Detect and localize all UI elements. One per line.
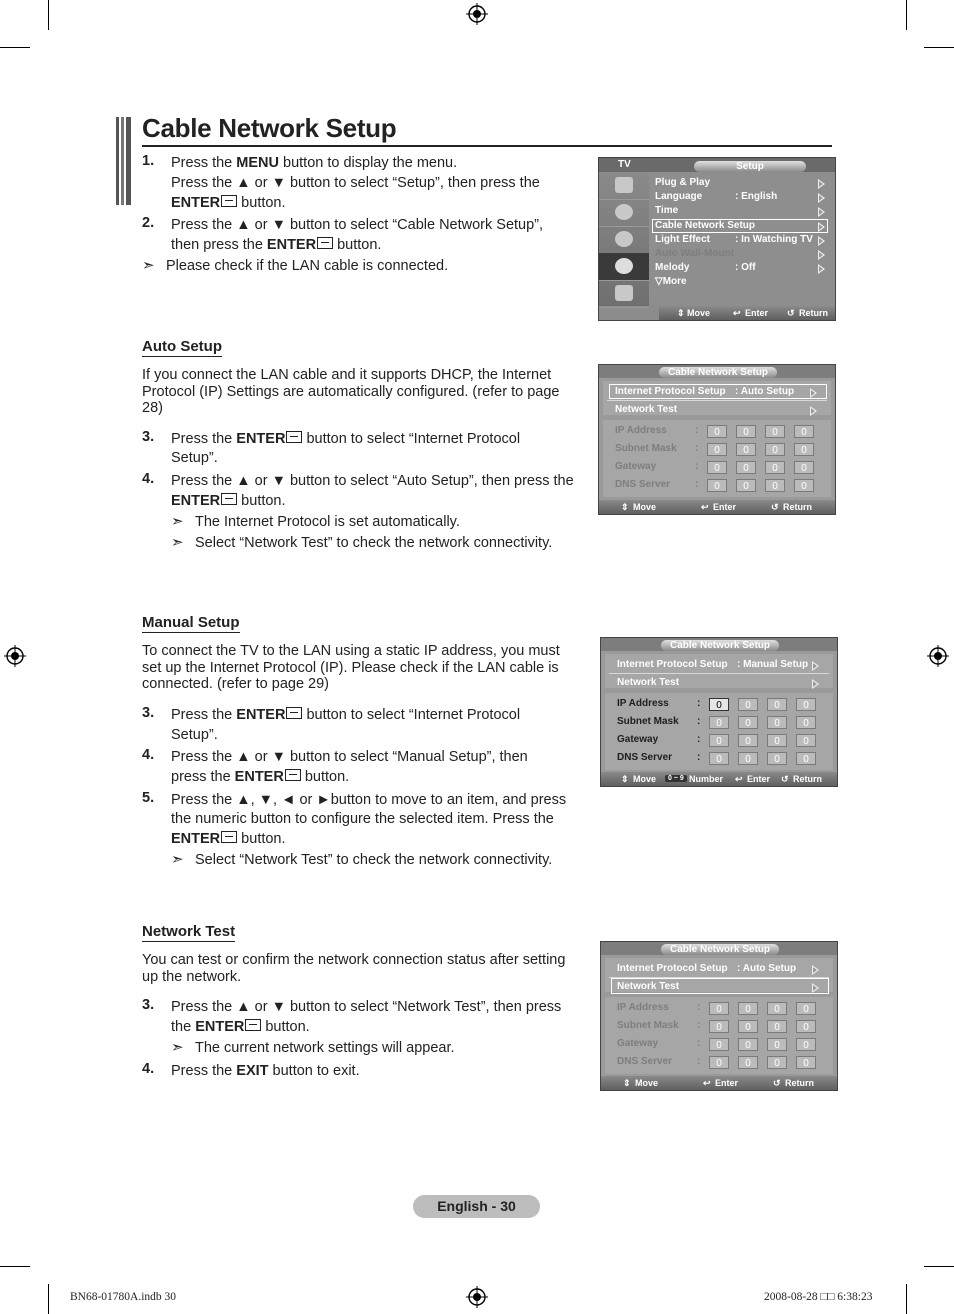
move-icon: ⇕ (677, 308, 685, 318)
osd-field-label: Gateway (617, 734, 659, 745)
date-slug: 2008-08-28 □□ 6:38:23 (764, 1291, 873, 1303)
osd-footer-move: Move (633, 502, 657, 512)
osd-field-label: Gateway (615, 461, 657, 472)
ip-octet-input[interactable]: 0 (709, 1020, 729, 1033)
osd-item-ip-setup[interactable]: Internet Protocol Setup (615, 386, 726, 397)
step-text: Press the ▲ or ▼ button to select “Setup”, then press the (171, 175, 540, 191)
osd-footer-move: Move (635, 1078, 659, 1088)
osd-selection-highlight (611, 978, 829, 994)
ip-octet-input[interactable]: 0 (796, 1002, 816, 1015)
ip-octet-input[interactable]: 0 (738, 698, 758, 711)
crop-mark (0, 47, 30, 48)
osd-divider (607, 400, 827, 401)
osd-field-colon: : (697, 734, 701, 745)
step-text: the numeric button to configure the selected item. Press the (171, 811, 554, 827)
osd-field-label: IP Address (615, 425, 667, 436)
step-text: Press the ▲ or ▼ button to select “Cable Network Setup”, (171, 217, 544, 233)
ip-octet-input[interactable]: 0 (709, 716, 729, 729)
osd-field-colon: : (697, 1020, 701, 1031)
ip-octet-input[interactable]: 0 (796, 734, 816, 747)
osd-cable-network-test (600, 941, 838, 1091)
ip-octet-input[interactable]: 0 (736, 443, 756, 456)
step-text: Press the ▲ or ▼ button to select “Manual Setup”, then (171, 749, 528, 765)
picture-icon (599, 172, 649, 200)
ip-octet-input[interactable]: 0 (738, 1038, 758, 1051)
step-number: 4. (142, 1061, 155, 1077)
osd-item-ip-value: : Manual Setup (737, 659, 809, 670)
ip-octet-input[interactable]: 0 (738, 752, 758, 765)
move-icon: ⇕ (621, 774, 629, 784)
channel-icon (599, 226, 649, 254)
crop-mark (906, 0, 907, 30)
section-heading-auto-setup: Auto Setup (142, 338, 222, 355)
ip-octet-input[interactable]: 0 (738, 734, 758, 747)
note-arrow-icon: ➣ (171, 851, 184, 868)
osd-field-label: DNS Server (617, 752, 673, 763)
ip-octet-input[interactable]: 0 (738, 1056, 758, 1069)
chevron-right-icon (818, 193, 825, 203)
chevron-right-icon (812, 661, 819, 671)
osd-footer-enter: Enter (715, 1078, 739, 1088)
step-number: 2. (142, 215, 155, 231)
osd-field-colon: : (697, 716, 701, 727)
chevron-right-icon (812, 965, 819, 975)
osd-field-colon: : (695, 425, 699, 436)
enter-icon (221, 831, 237, 843)
section-heading-network-test: Network Test (142, 923, 236, 940)
registration-mark-icon (4, 645, 26, 667)
enter-icon (221, 493, 237, 505)
ip-octet-input[interactable]: 0 (767, 752, 787, 765)
note: ➣ Select “Network Test” to check the network connectivity. (171, 534, 553, 551)
step-text: Press the ▲ or ▼ button to select “Network Test”, then press (171, 999, 562, 1015)
osd-menu-item[interactable]: Auto Wall-Mount (655, 248, 735, 259)
osd-field-label: Subnet Mask (617, 1020, 679, 1031)
step-text: ENTER button. (171, 195, 286, 211)
ip-octet-input[interactable]: 0 (709, 698, 729, 711)
osd-item-network-test[interactable]: Network Test (617, 981, 680, 992)
chevron-right-icon (818, 264, 825, 274)
page-title: Cable Network Setup (142, 113, 397, 143)
osd-item-ip-setup[interactable]: Internet Protocol Setup (617, 963, 728, 974)
input-icon (599, 280, 649, 308)
step-text: Press the ENTER button to select “Internet Protocol (171, 431, 521, 447)
step-number: 3. (142, 997, 155, 1013)
ip-octet-input[interactable]: 0 (767, 716, 787, 729)
osd-footer-move: Move (633, 774, 657, 784)
step-text: Press the MENU button to display the menu. (171, 155, 458, 171)
ip-octet-input[interactable]: 0 (767, 1020, 787, 1033)
step-number: 4. (142, 747, 155, 763)
chevron-right-icon (818, 236, 825, 246)
step-number: 4. (142, 471, 155, 487)
ip-octet-input[interactable]: 0 (765, 443, 785, 456)
osd-footer-number: Number (689, 774, 724, 784)
osd-header: Cable Network Setup (661, 640, 779, 651)
registration-mark-icon (466, 1286, 488, 1308)
enter-icon: ↩ (735, 774, 743, 784)
osd-item-ip-value: : Auto Setup (735, 386, 795, 397)
crop-mark (0, 1266, 30, 1267)
osd-menu-item[interactable]: Language (655, 191, 703, 203)
osd-footer (601, 1076, 837, 1090)
osd-footer (599, 500, 835, 514)
osd-cable-network-auto (598, 364, 836, 515)
step-text: ENTER button. (171, 831, 286, 847)
osd-field-colon: : (697, 1056, 701, 1067)
ip-octet-input[interactable]: 0 (796, 698, 816, 711)
return-icon: ↺ (781, 774, 789, 784)
osd-menu-item[interactable]: Melody (655, 262, 690, 274)
osd-footer-return: Return (793, 774, 822, 784)
crop-mark (924, 47, 954, 48)
enter-icon: ↩ (733, 308, 741, 318)
section-paragraph: To connect the TV to the LAN using a static IP address, you must set up the Internet Protocol (IP). Please check if the LAN cable is connected. (refer to page 29) (142, 643, 560, 692)
return-icon: ↺ (773, 1078, 781, 1088)
enter-icon: ↩ (703, 1078, 711, 1088)
osd-setup-menu (598, 157, 836, 321)
osd-sidebar (599, 172, 649, 306)
ip-octet-input[interactable]: 0 (796, 752, 816, 765)
osd-menu-item[interactable]: ▽More (655, 276, 687, 288)
step-text: Press the ▲ or ▼ button to select “Auto Setup”, then press the (171, 473, 574, 489)
chevron-right-icon (818, 250, 825, 260)
title-decoration (116, 117, 132, 205)
file-slug: BN68-01780A.indb 30 (70, 1291, 177, 1303)
osd-field-colon: : (697, 752, 701, 763)
ip-octet-input[interactable]: 0 (796, 1020, 816, 1033)
crop-mark (48, 1284, 49, 1314)
osd-menu-value: : In Watching TV (735, 233, 813, 245)
ip-octet-input[interactable]: 0 (709, 1038, 729, 1051)
step-number: 3. (142, 705, 155, 721)
chevron-right-icon (818, 179, 825, 189)
ip-octet-input[interactable]: 0 (767, 734, 787, 747)
chevron-right-icon (810, 406, 817, 416)
move-icon: ⇕ (621, 502, 629, 512)
title-rule (142, 145, 832, 147)
note-arrow-icon: ➣ (142, 257, 155, 274)
number-range-badge: 0 ~ 9 (665, 775, 687, 782)
step-number: 1. (142, 153, 155, 169)
osd-selection-highlight (609, 384, 827, 399)
osd-menu-value: : Off (735, 262, 756, 274)
osd-field-colon: : (695, 479, 699, 490)
ip-octet-input[interactable]: 0 (796, 1056, 816, 1069)
ip-octet-input[interactable]: 0 (707, 425, 727, 438)
osd-menu-item[interactable]: Time (655, 205, 679, 217)
ip-octet-input[interactable]: 0 (709, 1056, 729, 1069)
crop-mark (48, 0, 49, 30)
ip-octet-input[interactable]: 0 (736, 425, 756, 438)
osd-divider (609, 673, 829, 674)
osd-field-colon: : (697, 698, 701, 709)
return-icon: ↺ (787, 308, 795, 318)
ip-octet-input[interactable]: 0 (767, 698, 787, 711)
osd-footer (601, 772, 837, 786)
ip-octet-input[interactable]: 0 (767, 1002, 787, 1015)
osd-item-ip-setup[interactable]: Internet Protocol Setup (617, 659, 728, 670)
osd-field-label: Gateway (617, 1038, 659, 1049)
registration-mark-icon (927, 645, 949, 667)
ip-octet-input[interactable]: 0 (765, 461, 785, 474)
osd-menu-value: : English (735, 191, 778, 203)
ip-octet-input[interactable]: 0 (738, 716, 758, 729)
ip-octet-input[interactable]: 0 (738, 1002, 758, 1015)
osd-field-label: DNS Server (615, 479, 671, 490)
enter-icon (317, 237, 333, 249)
ip-octet-input[interactable]: 0 (794, 425, 814, 438)
osd-field-colon: : (697, 1038, 701, 1049)
osd-footer-enter: Enter (747, 774, 771, 784)
step-text: the ENTER button. (171, 1019, 310, 1035)
osd-item-network-test[interactable]: Network Test (617, 677, 680, 688)
chevron-right-icon (818, 207, 825, 217)
section-paragraph: You can test or confirm the network connection status after setting up the network. (142, 952, 566, 985)
sound-icon (599, 199, 649, 227)
enter-icon (245, 1019, 261, 1031)
ip-octet-input[interactable]: 0 (794, 479, 814, 492)
osd-footer-return: Return (783, 502, 812, 512)
osd-field-colon: : (695, 443, 699, 454)
note: ➣ The Internet Protocol is set automatically. (171, 513, 460, 530)
ip-octet-input[interactable]: 0 (736, 479, 756, 492)
enter-icon (286, 431, 302, 443)
enter-icon (221, 195, 237, 207)
page-number-badge: English - 30 (413, 1195, 540, 1218)
step-number: 3. (142, 429, 155, 445)
move-icon: ⇕ (623, 1078, 631, 1088)
note-arrow-icon: ➣ (171, 534, 184, 551)
ip-octet-input[interactable]: 0 (709, 734, 729, 747)
step-text: press the ENTER button. (171, 769, 350, 785)
note-arrow-icon: ➣ (171, 513, 184, 530)
section-heading-manual-setup: Manual Setup (142, 614, 240, 631)
osd-footer-return: Return (785, 1078, 814, 1088)
step-number: 5. (142, 790, 155, 806)
osd-field-colon: : (697, 1002, 701, 1013)
step-text: Press the ▲, ▼, ◄ or ►button to move to an item, and press (171, 792, 567, 808)
ip-octet-input[interactable]: 0 (796, 1038, 816, 1051)
note: ➣ Please check if the LAN cable is connected. (142, 257, 449, 274)
step-text: Setup”. (171, 727, 218, 743)
return-icon: ↺ (771, 502, 779, 512)
ip-octet-input[interactable]: 0 (767, 1056, 787, 1069)
ip-octet-input[interactable]: 0 (796, 716, 816, 729)
ip-octet-input[interactable]: 0 (707, 479, 727, 492)
ip-octet-input[interactable]: 0 (765, 479, 785, 492)
section-paragraph: If you connect the LAN cable and it supports DHCP, the Internet Protocol (IP) Settings are automatically configured. (refer to page 28) (142, 367, 560, 416)
note: ➣ Select “Network Test” to check the network connectivity. (171, 851, 553, 868)
osd-footer: ⇕ Move ↩ Enter ↺ Return (659, 306, 835, 320)
osd-field-label: Subnet Mask (617, 716, 679, 727)
osd-menu-item[interactable]: Plug & Play (655, 177, 711, 188)
ip-octet-input[interactable]: 0 (794, 443, 814, 456)
ip-octet-input[interactable]: 0 (707, 443, 727, 456)
osd-item-network-test[interactable]: Network Test (615, 404, 678, 415)
osd-field-label: IP Address (617, 698, 669, 709)
ip-octet-input[interactable]: 0 (794, 461, 814, 474)
crop-mark (924, 1266, 954, 1267)
osd-field-label: DNS Server (617, 1056, 673, 1067)
step-text: Setup”. (171, 450, 218, 466)
step-text: then press the ENTER button. (171, 237, 382, 253)
setup-gear-icon (599, 253, 649, 281)
osd-menu-item[interactable]: Light Effect (655, 233, 710, 245)
osd-cable-network-manual (600, 637, 838, 787)
crop-mark (906, 1284, 907, 1314)
ip-octet-input[interactable]: 0 (709, 1002, 729, 1015)
ip-octet-input[interactable]: 0 (765, 425, 785, 438)
registration-mark-icon (466, 3, 488, 25)
enter-icon (285, 769, 301, 781)
osd-field-label: IP Address (617, 1002, 669, 1013)
ip-octet-input[interactable]: 0 (738, 1020, 758, 1033)
osd-item-ip-value: : Auto Setup (737, 963, 797, 974)
step-text: Press the ENTER button to select “Internet Protocol (171, 707, 521, 723)
osd-tv-label: TV (618, 159, 631, 170)
osd-field-label: Subnet Mask (615, 443, 677, 454)
osd-footer-enter: Enter (713, 502, 737, 512)
osd-field-colon: : (695, 461, 699, 472)
ip-octet-input[interactable]: 0 (767, 1038, 787, 1051)
osd-header: Setup (694, 161, 806, 172)
enter-icon (286, 707, 302, 719)
ip-octet-input[interactable]: 0 (709, 752, 729, 765)
step-text: ENTER button. (171, 493, 286, 509)
osd-header: Cable Network Setup (659, 367, 777, 378)
ip-octet-input[interactable]: 0 (707, 461, 727, 474)
ip-octet-input[interactable]: 0 (736, 461, 756, 474)
enter-icon: ↩ (701, 502, 709, 512)
osd-menu-item[interactable]: Cable Network Setup (655, 219, 756, 231)
step-text: Press the EXIT button to exit. (171, 1063, 360, 1079)
note-arrow-icon: ➣ (171, 1039, 184, 1056)
osd-selection-highlight (652, 219, 828, 233)
note: ➣ The current network settings will appear. (171, 1039, 455, 1056)
osd-header: Cable Network Setup (661, 944, 779, 955)
chevron-right-icon (812, 679, 819, 689)
